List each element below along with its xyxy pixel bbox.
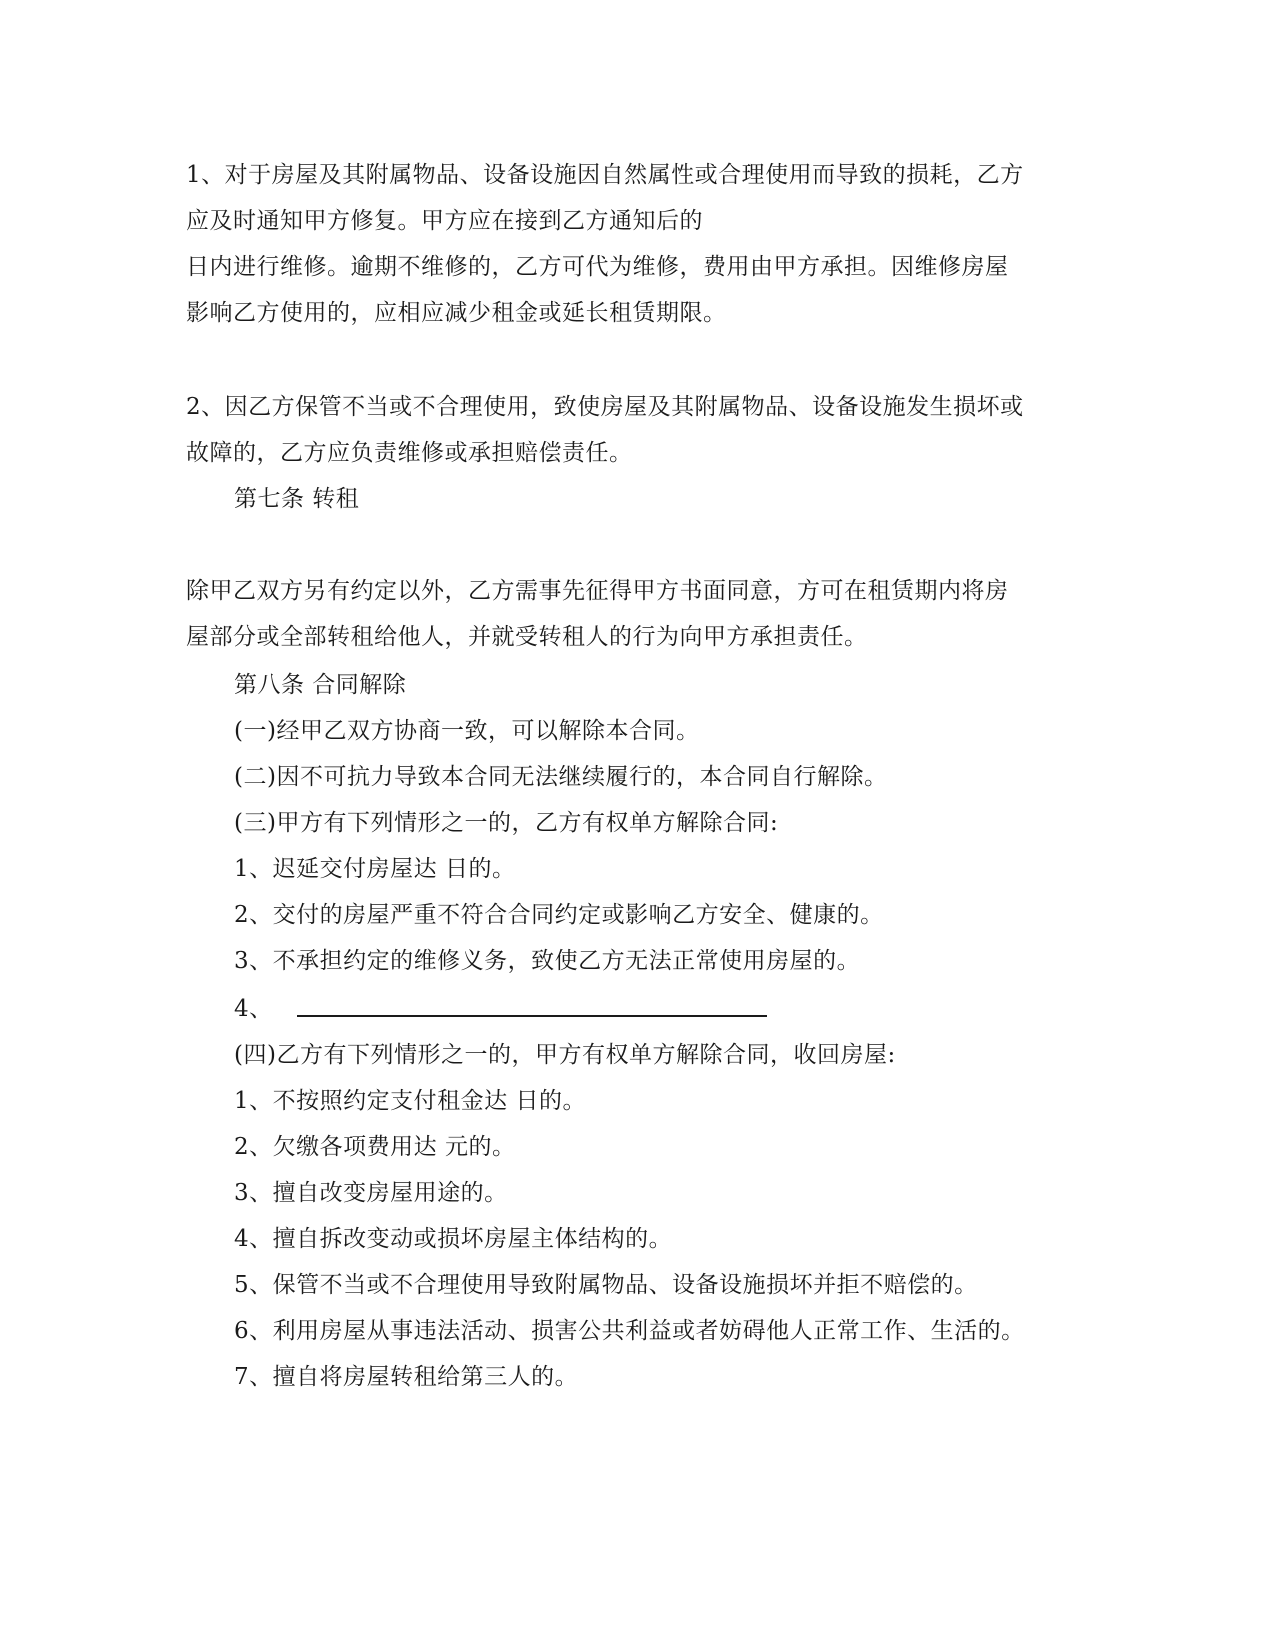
clause-3: (三)甲方有下列情形之一的，乙方有权单方解除合同: bbox=[234, 810, 779, 836]
list-item: 5、保管不当或不合理使用导致附属物品、设备设施损坏并拒不赔偿的。 bbox=[234, 1272, 978, 1298]
list-item: 7、擅自将房屋转租给第三人的。 bbox=[234, 1364, 579, 1390]
clause-1: (一)经甲乙双方协商一致，可以解除本合同。 bbox=[234, 718, 700, 744]
clause-2: (二)因不可抗力导致本合同无法继续履行的，本合同自行解除。 bbox=[234, 764, 888, 790]
list-item: 3、擅自改变房屋用途的。 bbox=[234, 1180, 508, 1206]
list-item: 3、不承担约定的维修义务，致使乙方无法正常使用房屋的。 bbox=[234, 948, 861, 974]
paragraph-line: 影响乙方使用的，应相应减少租金或延长租赁期限。 bbox=[186, 300, 727, 326]
paragraph-line: 日内进行维修。逾期不维修的，乙方可代为维修，费用由甲方承担。因维修房屋 bbox=[186, 254, 1009, 280]
paragraph-line: 屋部分或全部转租给他人，并就受转租人的行为向甲方承担责任。 bbox=[186, 624, 868, 650]
list-item: 2、欠缴各项费用达 元的。 bbox=[234, 1134, 516, 1160]
list-item: 4、擅自拆改变动或损坏房屋主体结构的。 bbox=[234, 1226, 673, 1252]
article-heading-8: 第八条 合同解除 bbox=[234, 672, 407, 698]
list-item: 6、利用房屋从事违法活动、损害公共利益或者妨碍他人正常工作、生活的。 bbox=[234, 1318, 1025, 1344]
list-item: 2、交付的房屋严重不符合合同约定或影响乙方安全、健康的。 bbox=[234, 902, 884, 928]
article-heading-7: 第七条 转租 bbox=[234, 486, 360, 512]
list-item-blank bbox=[234, 994, 767, 1024]
paragraph-line: 除甲乙双方另有约定以外，乙方需事先征得甲方书面同意，方可在租赁期内将房 bbox=[186, 578, 1009, 604]
blank-item-label: 4、 bbox=[234, 996, 273, 1022]
clause-4: (四)乙方有下列情形之一的，甲方有权单方解除合同，收回房屋: bbox=[234, 1042, 896, 1068]
fill-in-blank-line bbox=[297, 1003, 767, 1017]
list-item: 1、不按照约定支付租金达 日的。 bbox=[234, 1088, 586, 1114]
paragraph-line: 故障的，乙方应负责维修或承担赔偿责任。 bbox=[186, 440, 633, 466]
paragraph-line: 2、因乙方保管不当或不合理使用，致使房屋及其附属物品、设备设施发生损坏或 bbox=[186, 394, 1024, 420]
paragraph-line: 应及时通知甲方修复。甲方应在接到乙方通知后的 bbox=[186, 208, 703, 234]
paragraph-line: 1、对于房屋及其附属物品、设备设施因自然属性或合理使用而导致的损耗，乙方 bbox=[186, 162, 1024, 188]
list-item: 1、迟延交付房屋达 日的。 bbox=[234, 856, 516, 882]
